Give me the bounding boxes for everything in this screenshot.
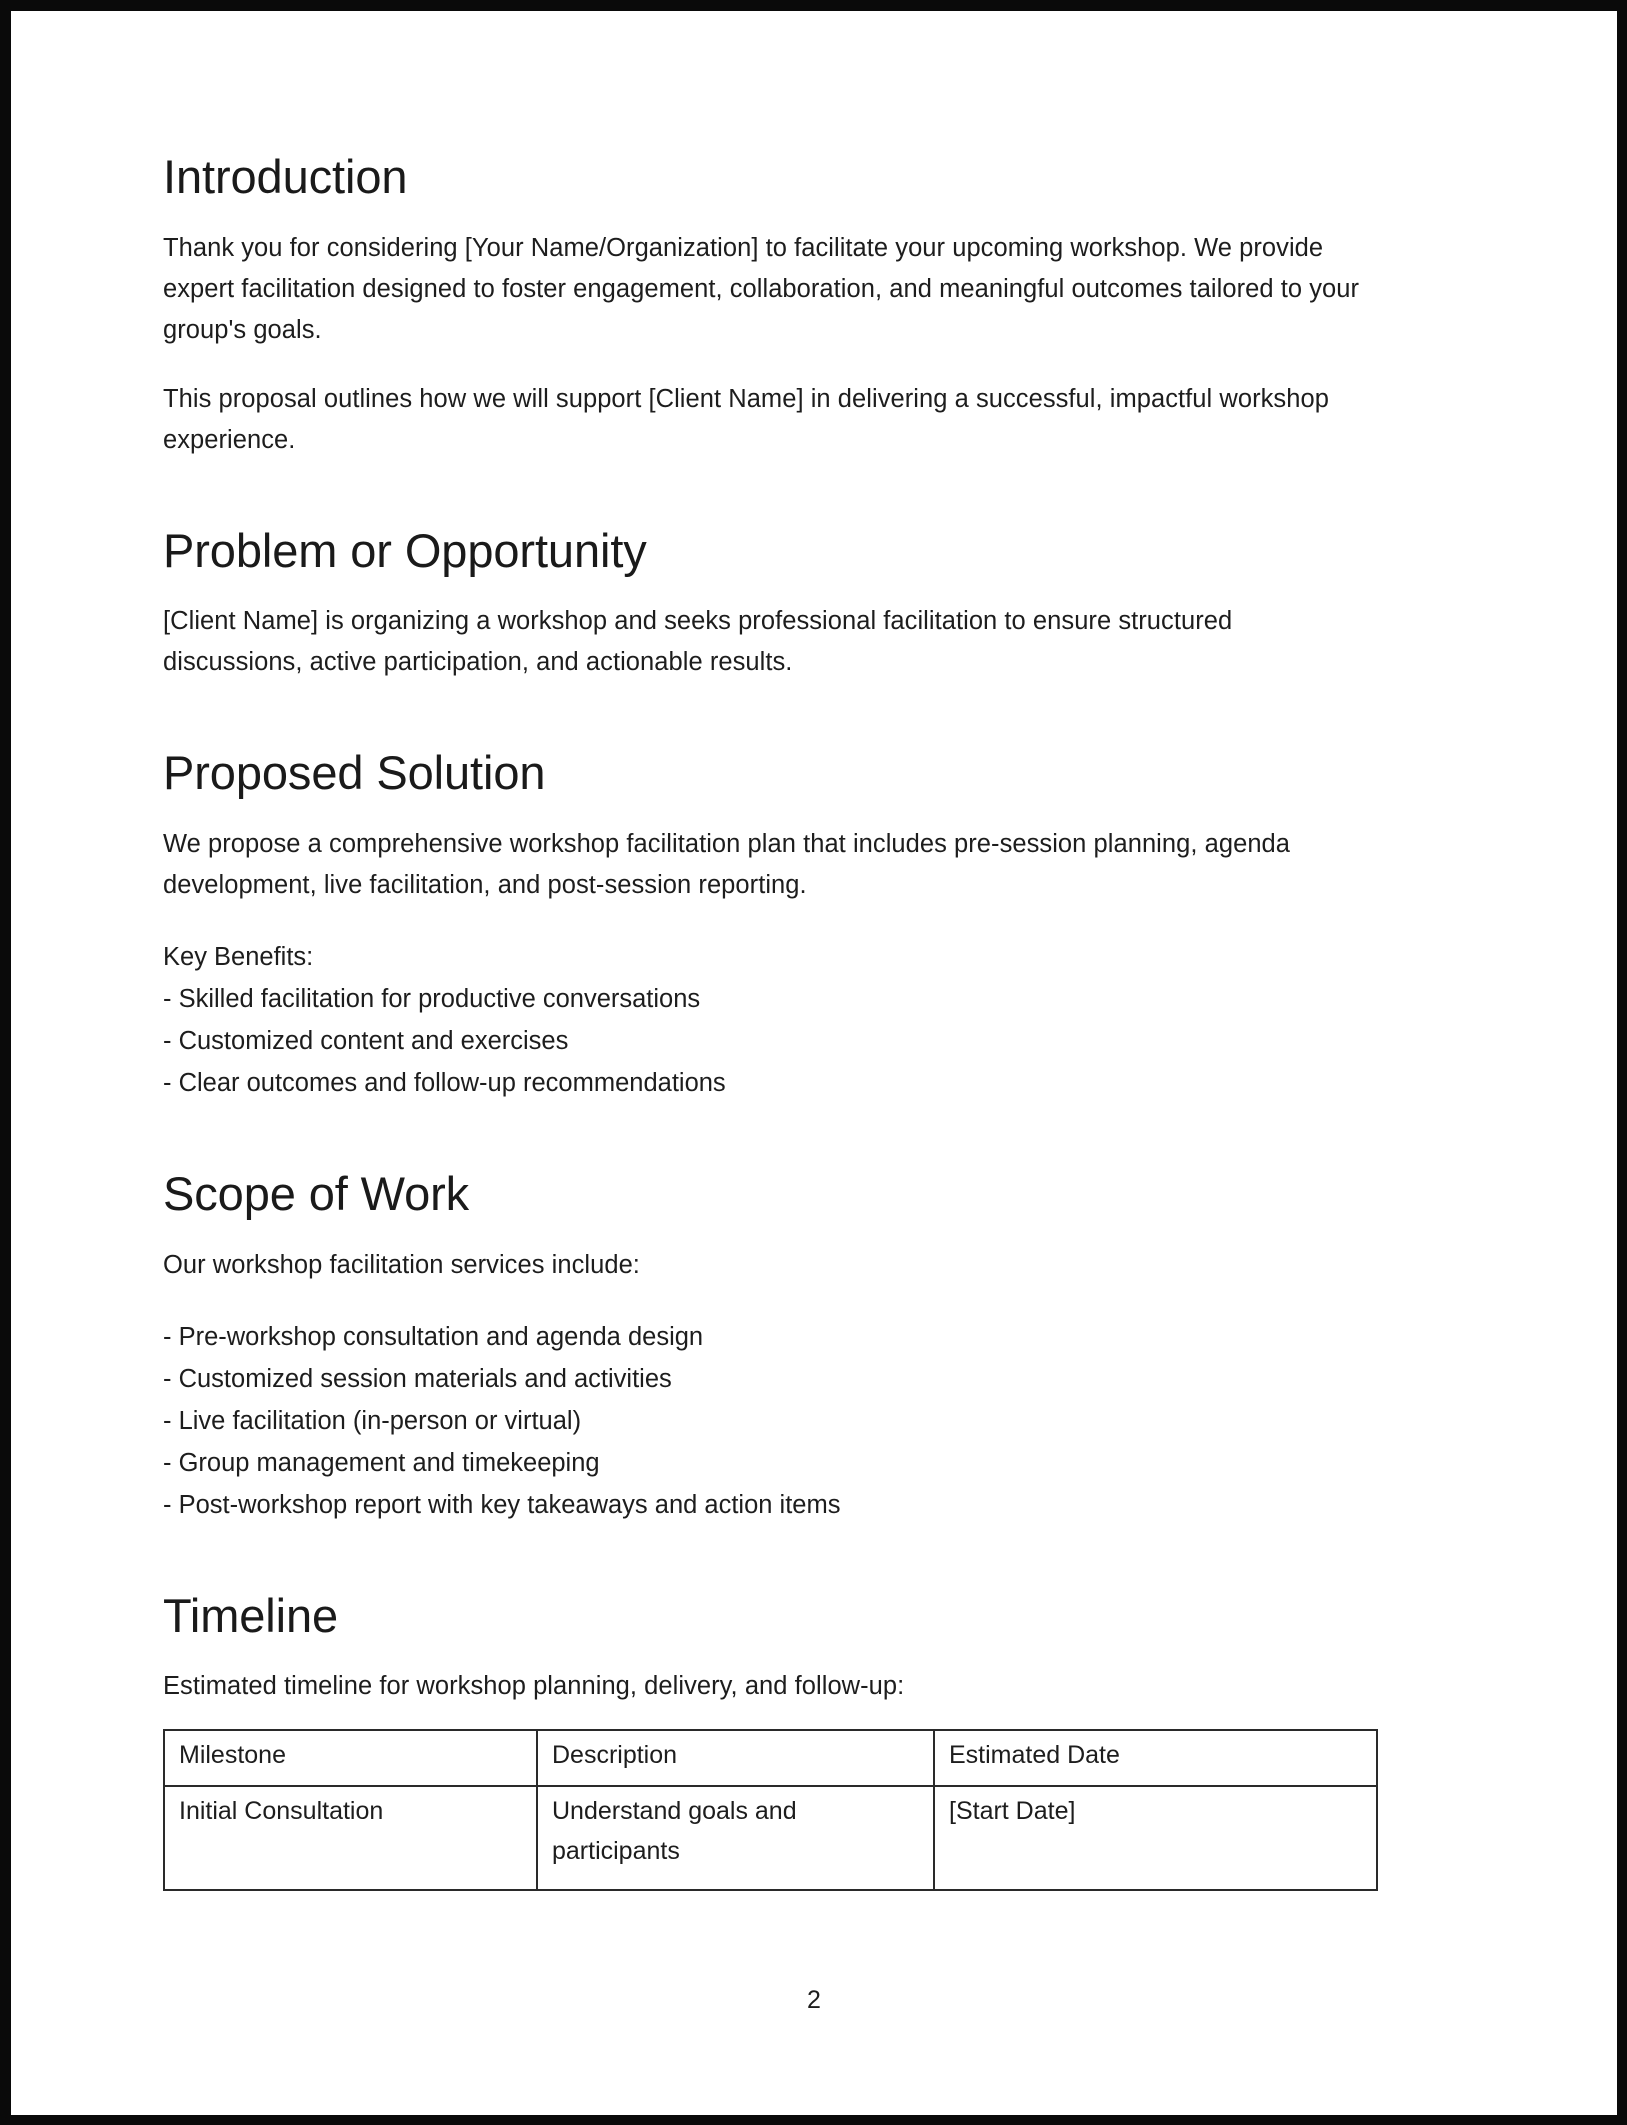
page-canvas (11, 11, 1617, 2115)
spacer (163, 204, 1378, 228)
column-header-estimated-date: Estimated Date (934, 1730, 1377, 1786)
paragraph-timeline-1: Estimated timeline for workshop planning, delivery, and follow-up: (163, 1672, 905, 1701)
table-row (164, 1786, 1377, 1890)
spacer (163, 800, 1378, 824)
spacer (163, 1707, 1378, 1729)
section-heading-problem-or-opportunity: Problem or Opportunity (163, 523, 647, 577)
spacer (163, 351, 1378, 379)
scope-of-work-list (163, 1316, 1378, 1526)
paragraph-introduction-1: Thank you for considering [Your Name/Organization] to facilitate your upcoming workshop. We provide expert facilitation designed to foster engagement, collaboration, and meaningful outcomes tailored to your group's goals. (163, 233, 1360, 344)
paragraph-proposed-solution-1: We propose a comprehensive workshop facilitation plan that includes pre-session planning, agenda development, live facilitation, and post-session reporting. (163, 829, 1291, 899)
spacer (163, 1286, 1378, 1316)
timeline-table (163, 1729, 1378, 1891)
spacer (163, 1221, 1378, 1245)
cell-description: Understand goals and participants (537, 1786, 934, 1890)
section-heading-timeline: Timeline (163, 1588, 339, 1642)
spacer (163, 683, 1378, 747)
spacer (163, 1104, 1378, 1168)
list-item: - Post-workshop report with key takeaways and action items (163, 1490, 841, 1519)
spacer (163, 461, 1378, 525)
list-item: - Group management and timekeeping (163, 1448, 600, 1477)
key-benefits-label: Key Benefits: (163, 942, 314, 971)
cell-milestone: Initial Consultation (164, 1786, 537, 1890)
paragraph-introduction-2: This proposal outlines how we will support [Client Name] in delivering a successful, impactful workshop experience. (163, 384, 1329, 454)
spacer (163, 1526, 1378, 1590)
cell-estimated-date: [Start Date] (934, 1786, 1377, 1890)
list-item: - Pre-workshop consultation and agenda design (163, 1322, 704, 1351)
column-header-milestone: Milestone (164, 1730, 537, 1786)
section-heading-proposed-solution: Proposed Solution (163, 746, 546, 800)
list-item: - Clear outcomes and follow-up recommendations (163, 1068, 726, 1097)
page-number: 2 (807, 1986, 821, 2014)
list-item: - Skilled facilitation for productive conversations (163, 984, 701, 1013)
key-benefits-block (163, 936, 1378, 1104)
table-header-row (164, 1730, 1377, 1786)
spacer (163, 577, 1378, 601)
section-heading-scope-of-work: Scope of Work (163, 1166, 470, 1220)
list-item: - Customized content and exercises (163, 1026, 569, 1055)
column-header-description: Description (537, 1730, 934, 1786)
section-heading-introduction: Introduction (163, 150, 408, 203)
list-item: - Customized session materials and activities (163, 1364, 672, 1393)
document-body (163, 151, 1378, 1891)
paragraph-scope-of-work-1: Our workshop facilitation services include: (163, 1250, 640, 1279)
list-item: - Live facilitation (in-person or virtual) (163, 1406, 582, 1435)
paragraph-problem-1: [Client Name] is organizing a workshop and seeks professional facilitation to ensure structured discussions, active participation, and actionable results. (163, 607, 1233, 677)
spacer (163, 906, 1378, 936)
spacer (163, 1642, 1378, 1666)
